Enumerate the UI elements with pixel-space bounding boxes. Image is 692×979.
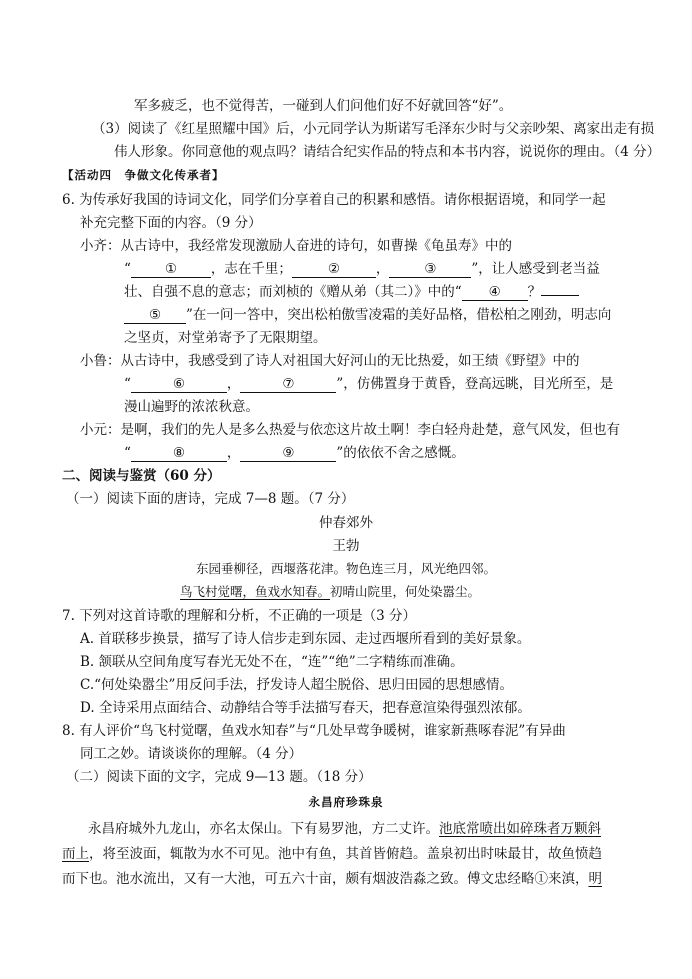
poem-title: 仲春郊外 <box>319 515 373 531</box>
q7-option-c[interactable]: C.“何处染嚣尘”用反问手法，抒发诗人超尘脱俗、思归田园的思想感情。 <box>80 677 513 693</box>
xiaoqi-line-4: ⑤ ”在一问一答中，突出松柏傲雪凌霜的美好品格，借松柏之刚劲，明志向 <box>124 306 611 324</box>
passage-title: 永昌府珍珠泉 <box>308 795 384 809</box>
q6-line-2: 补充完整下面的内容。（9 分） <box>80 215 262 231</box>
xiaoyuan-line-2: “ ⑧ ， ⑨ ”的依依不舍之感慨。 <box>124 445 465 461</box>
xiaolu-line-2: “ ⑥ ， ⑦ ”，仿佛置身于黄昏，登高远眺，目光所至，是 <box>124 376 614 392</box>
xiaoyuan-line-1: 小元：是啊，我们的先人是多么热爱与依恋这片故土啊！李白轻舟赴楚，意气风发，但也有 <box>80 422 620 438</box>
poem-line-1: 东园垂柳径，西堰落花津。物色连三月，风光绝四邻。 <box>195 561 496 576</box>
blank-9[interactable]: ⑨ <box>240 445 336 462</box>
continuation-line: 军多疲乏，也不觉得苦，一碰到人们问他们好不好就回答“好”。 <box>134 98 513 114</box>
q8-line-2: 同工之妙。请谈谈你的理解。（4 分） <box>80 746 303 762</box>
q7-option-b[interactable]: B. 颔联从空间角度写春光无处不在，“连”“绝”二字精练而准确。 <box>80 654 464 670</box>
xiaoqi-line-1: 小齐：从古诗中，我经常发现激励人奋进的诗句，如曹操《龟虽寿》中的 <box>80 238 512 254</box>
q7-option-d[interactable]: D. 全诗采用点面结合、动静结合等手法描写春天，把春意渲染得强烈浓郁。 <box>80 700 531 716</box>
blank-6[interactable]: ⑥ <box>131 376 227 393</box>
blank-2[interactable]: ② <box>292 261 376 278</box>
blank-7[interactable]: ⑦ <box>240 376 336 393</box>
poem-line-2: 鸟飞村觉曙，鱼戏水知春。初晴山院里，何处染嚣尘。 <box>180 584 481 599</box>
poem-underlined-phrase: 鸟飞村觉曙，鱼戏水知春。 <box>180 584 331 599</box>
blank-3[interactable]: ③ <box>389 261 471 278</box>
xiaoqi-line-5: 之坚贞，对堂弟寄予了无限期望。 <box>124 330 327 346</box>
q3-line-2: 伟人形象。你同意他的观点吗？请结合纪实作品的特点和本书内容，说说你的理由。（4 分） <box>114 144 661 160</box>
section-2-heading: 二、阅读与鉴赏（60 分） <box>62 468 221 484</box>
part-2-intro: （二）阅读下面的文字，完成 9—13 题。（18 分） <box>66 769 372 785</box>
poem-author: 王勃 <box>332 538 360 554</box>
activity-header: 【活动四 争做文化传承者】 <box>62 168 225 182</box>
xiaoqi-line-3: 壮、自强不息的意志；而刘桢的《赠从弟（其二）》中的“ ④ ？ <box>124 283 579 301</box>
blank-5a[interactable] <box>541 295 579 296</box>
xiaoqi-line-2: “ ① ，志在千里； ② ， ③ ”，让人感受到老当益 <box>124 261 600 277</box>
xiaolu-line-3: 漫山遍野的浓浓秋意。 <box>124 399 259 415</box>
blank-1[interactable]: ① <box>131 261 211 278</box>
xiaolu-line-1: 小鲁：从古诗中，我感受到了诗人对祖国大好河山的无比热爱，如王绩《野望》中的 <box>80 353 580 369</box>
passage-line-2: 而上，将至波面，辄散为水不可见。池中有鱼，其首皆俯趋。盖泉初出时味最甘，故鱼愤趋 <box>62 846 602 862</box>
blank-4[interactable]: ④ <box>462 284 528 301</box>
passage-line-1: 永昌府城外九龙山，亦名太保山。下有易罗池，方二丈许。池底常喷出如碎珠者万颗斜 <box>88 821 601 837</box>
q7-stem: 7. 下列对这首诗歌的理解和分析，不正确的一项是（3 分） <box>62 608 417 624</box>
q8-line-1: 8. 有人评价“鸟飞村觉曙，鱼戏水知春”与“几处早莺争暖树，谁家新燕啄春泥”有异曲 <box>62 723 566 739</box>
passage-line-4: 而下也。池水流出，又有一大池，可五六十亩，颇有烟波浩淼之致。傅文忠经略①来滇，明 <box>62 871 602 887</box>
blank-8[interactable]: ⑧ <box>131 445 227 462</box>
q3-line-1: （3）阅读了《红星照耀中国》后，小元同学认为斯诺写毛泽东少时与父亲吵架、离家出走有损 <box>92 121 655 137</box>
q7-option-a[interactable]: A. 首联移步换景，描写了诗人信步走到东园、走过西堰所看到的美好景象。 <box>80 631 531 647</box>
part-1-intro: （一）阅读下面的唐诗，完成 7—8 题。（7 分） <box>66 491 355 507</box>
q6-line-1: 6. 为传承好我国的诗词文化，同学们分享着自己的积累和感悟。请你根据语境，和同学一起 <box>62 192 606 208</box>
blank-5[interactable]: ⑤ <box>124 307 186 324</box>
